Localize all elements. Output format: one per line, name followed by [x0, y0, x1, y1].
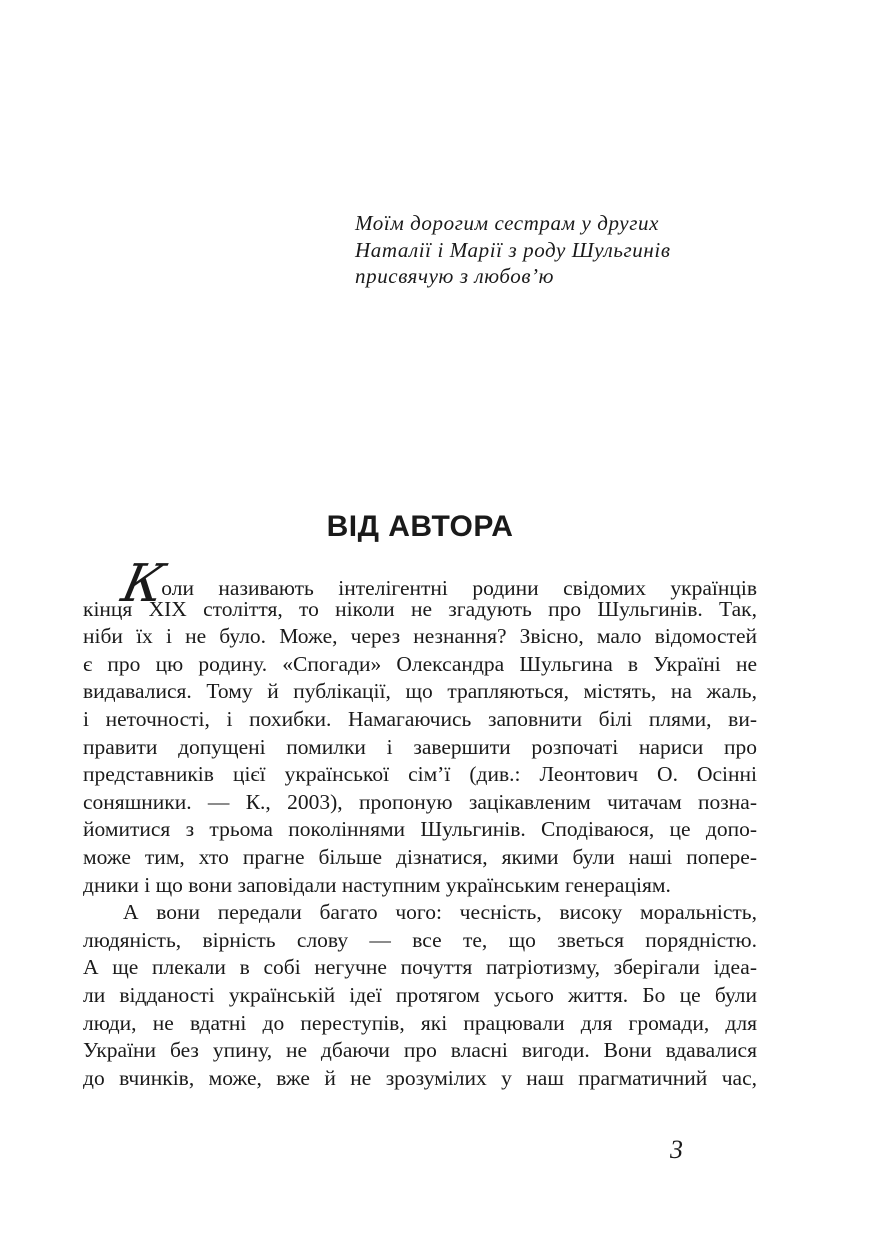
- text-line-content: А вони передали багато чого: чесність, високу моральність,: [123, 900, 757, 925]
- text-line-content: ли відданості українській ідеї протягом усього життя. Бо це були: [83, 982, 757, 1007]
- text-line: [83, 678, 757, 706]
- text-line: [83, 954, 757, 982]
- text-line: [83, 596, 757, 624]
- text-line: [83, 816, 757, 844]
- text-line-content: представників цієї української сім’ї (див.: Леонтович О. Осінні: [83, 762, 757, 787]
- text-line: [83, 982, 757, 1010]
- text-line-content: оли називають інтелігентні родини свідомих українців: [161, 576, 757, 600]
- text-line-content: правити допущені помилки і завершити розпочаті нариси про: [83, 734, 757, 759]
- text-line-content: і неточності, і похибки. Намагаючись заповнити білі плями, ви-: [83, 706, 757, 731]
- text-line: [83, 761, 757, 789]
- text-line: [83, 789, 757, 817]
- text-line-content: видавалися. Тому й публікації, що трапляються, містять, на жаль,: [83, 679, 757, 704]
- text-line: [83, 1065, 757, 1093]
- text-line: [83, 1010, 757, 1038]
- body-text: [83, 554, 757, 1092]
- dedication-line: Наталії і Марії з роду Шульгинів: [355, 237, 671, 262]
- text-line-content: люди, не вдатні до переступів, які працювали для громади, для: [83, 1010, 757, 1035]
- text-line: [83, 623, 757, 651]
- text-line-content: може тим, хто прагне більше дізнатися, якими були наші попере-: [83, 844, 757, 869]
- text-line-content: соняшники. — К., 2003), пропоную зацікавленим читачам позна-: [83, 789, 757, 814]
- dedication-line: присвячую з любов’ю: [355, 264, 555, 288]
- text-line-content: йомитися з трьома поколіннями Шульгинів. Сподіваюся, це допо-: [83, 817, 757, 842]
- text-line-content: кінця XIX століття, то ніколи не згадують про Шульгинів. Так,: [83, 596, 757, 621]
- text-line-content: до вчинків, може, вже й не зрозумілих у наш прагматичний час,: [83, 1065, 757, 1090]
- text-line: [83, 1037, 757, 1065]
- text-line: [83, 706, 757, 734]
- text-line-content: ніби їх і не було. Може, через незнання? Звісно, мало відомостей: [83, 624, 757, 649]
- text-line-content: України без упину, не дбаючи про власні вигоди. Вони вдавалися: [83, 1038, 757, 1063]
- text-line-content: людяність, вірність слову — все те, що зветься порядністю.: [83, 927, 757, 952]
- drop-cap: К: [116, 554, 170, 614]
- dedication-line: Моїм дорогим сестрам у других: [355, 211, 660, 235]
- text-line-content: є про цю родину. «Спогади» Олександра Шульгина в Україні не: [83, 651, 757, 676]
- text-line: [83, 872, 757, 900]
- text-line-content: дники і що вони заповідали наступним українським генераціям.: [83, 872, 671, 897]
- text-line: [83, 844, 757, 872]
- text-line: [83, 651, 757, 679]
- section-heading: ВІД АВТОРА: [326, 510, 514, 543]
- page-number: 3: [670, 1135, 683, 1164]
- text-line: [83, 927, 757, 955]
- text-line: [83, 899, 757, 927]
- text-line-content: А ще плекали в собі негучне почуття патріотизму, зберігали ідеа-: [83, 955, 757, 980]
- text-line: [83, 734, 757, 762]
- dedication: [355, 210, 671, 290]
